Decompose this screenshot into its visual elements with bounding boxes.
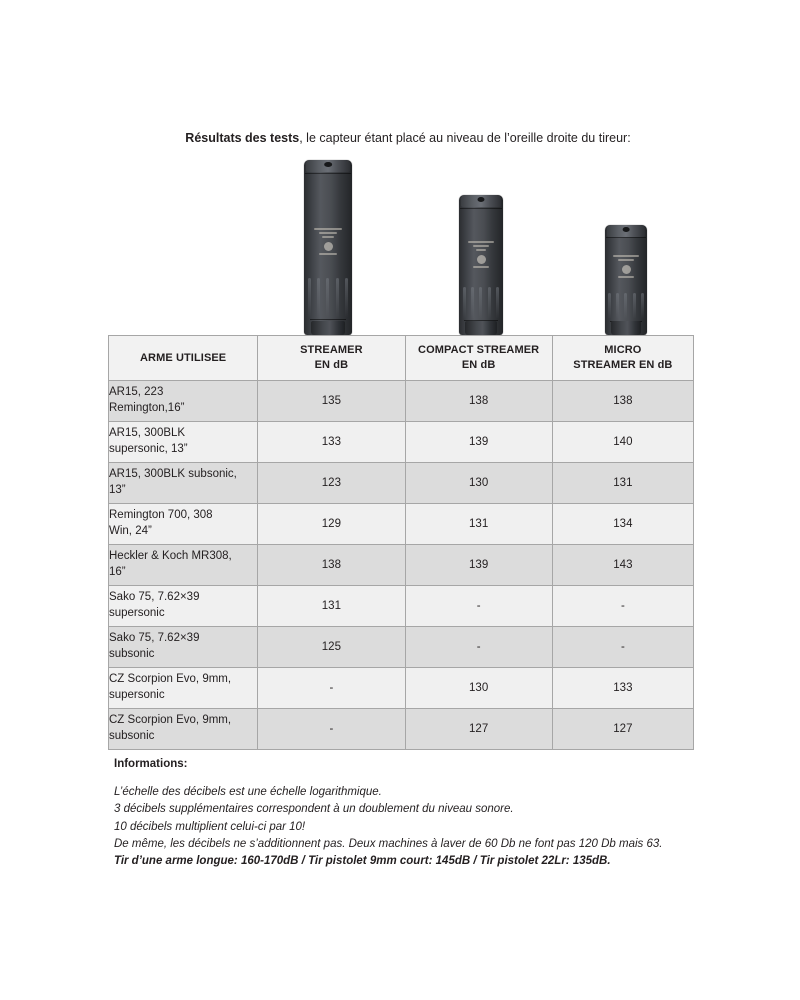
cell-micro-db: 143 xyxy=(552,545,693,586)
arme-line1: AR15, 300BLK subsonic, xyxy=(109,468,237,481)
manufacturer-logo-icon xyxy=(477,255,486,264)
informations-line: De même, les décibels ne s’additionnent pas. Deux machines à laver de 60 Db ne font pas 120 Db mais 63. xyxy=(114,837,663,850)
suppressor-cap-line xyxy=(305,173,350,174)
arme-line2: supersonic xyxy=(109,607,165,619)
engraving-line xyxy=(476,249,487,251)
suppressor-image-streamer xyxy=(304,160,352,335)
cell-arme xyxy=(109,545,258,586)
cell-streamer-db: 133 xyxy=(258,422,405,463)
column-header-line2: EN dB xyxy=(314,359,349,371)
arme-line2: subsonic xyxy=(109,730,155,742)
table-row xyxy=(109,709,694,750)
suppressor-engraving xyxy=(613,255,638,278)
table-row xyxy=(109,545,694,586)
flute xyxy=(471,287,474,319)
arme-line2: 13” xyxy=(109,484,126,496)
engraving-line xyxy=(319,232,337,234)
informations-line: L’échelle des décibels est une échelle logarithmique. xyxy=(114,786,382,798)
page-title-rest: , le capteur étant placé au niveau de l’oreille droite du tireur: xyxy=(299,131,631,145)
cell-arme xyxy=(109,381,258,422)
column-header-line2: STREAMER EN dB xyxy=(573,359,673,371)
table-row xyxy=(109,627,694,668)
suppressor-flutes xyxy=(608,293,643,319)
cell-compact-db: 139 xyxy=(405,422,552,463)
flute xyxy=(345,278,348,318)
informations-line: 10 décibels multiplient celui-ci par 10! xyxy=(114,820,306,833)
cell-compact-db: 139 xyxy=(405,545,552,586)
flute xyxy=(463,287,466,319)
column-header-arme-utilisee xyxy=(109,336,258,381)
arme-line2: subsonic xyxy=(109,648,155,660)
arme-line1: Sako 75, 7.62×39 xyxy=(109,632,200,645)
flute xyxy=(308,278,311,318)
table-header xyxy=(109,336,694,381)
flute xyxy=(616,293,619,319)
cell-micro-db: - xyxy=(552,627,693,668)
results-table xyxy=(108,335,694,750)
cell-compact-db: 127 xyxy=(405,709,552,750)
arme-line2: Win, 24” xyxy=(109,525,152,537)
cell-micro-db: 134 xyxy=(552,504,693,545)
cell-streamer-db: 131 xyxy=(258,586,405,627)
flute xyxy=(317,278,320,318)
arme-line2: supersonic xyxy=(109,689,165,701)
cell-streamer-db: 138 xyxy=(258,545,405,586)
column-header-line1: COMPACT STREAMER xyxy=(418,344,540,357)
suppressor-base-line xyxy=(310,319,347,320)
flute xyxy=(624,293,627,319)
cell-streamer-db: 123 xyxy=(258,463,405,504)
column-header-line1: STREAMER xyxy=(300,344,363,357)
arme-line2: 16” xyxy=(109,566,126,578)
suppressor-body xyxy=(605,225,647,335)
suppressor-mount xyxy=(465,321,497,335)
arme-line1: Sako 75, 7.62×39 xyxy=(109,591,200,604)
cell-micro-db: 127 xyxy=(552,709,693,750)
suppressor-bore xyxy=(623,227,630,232)
cell-compact-db: - xyxy=(405,627,552,668)
suppressor-body xyxy=(459,195,503,335)
flute xyxy=(326,278,329,318)
informations-line-bold: Tir d’une arme longue: 160-170dB / Tir pistolet 9mm court: 145dB / Tir pistolet 22Lr: 135dB. xyxy=(114,855,611,867)
engraving-line xyxy=(319,253,337,255)
cell-arme xyxy=(109,627,258,668)
cell-micro-db: 131 xyxy=(552,463,693,504)
manufacturer-logo-icon xyxy=(324,242,333,251)
cell-arme xyxy=(109,504,258,545)
suppressor-flutes xyxy=(308,278,348,318)
cell-compact-db: 131 xyxy=(405,504,552,545)
suppressor-cap-line xyxy=(606,237,646,238)
suppressor-image-micro-streamer xyxy=(605,225,647,335)
cell-micro-db: 138 xyxy=(552,381,693,422)
suppressor-mount xyxy=(611,321,641,335)
table-row xyxy=(109,381,694,422)
cell-streamer-db: 135 xyxy=(258,381,405,422)
engraving-line xyxy=(473,266,489,268)
informations-line: 3 décibels supplémentaires correspondent à un doublement du niveau sonore. xyxy=(114,803,514,816)
table-header-row xyxy=(109,336,694,381)
engraving-line xyxy=(322,236,334,238)
arme-line1: AR15, 300BLK xyxy=(109,427,186,440)
suppressor-bore xyxy=(324,162,332,167)
column-header-line1: MICRO xyxy=(604,344,642,357)
arme-line2: Remington,16” xyxy=(109,402,185,414)
cell-streamer-db: - xyxy=(258,668,405,709)
table-body xyxy=(109,381,694,750)
flute xyxy=(641,293,644,319)
cell-compact-db: - xyxy=(405,586,552,627)
page-title xyxy=(108,130,708,147)
column-header-compact-streamer xyxy=(405,336,552,381)
cell-arme xyxy=(109,586,258,627)
suppressor-image-group xyxy=(108,160,694,335)
engraving-line xyxy=(314,228,343,230)
manufacturer-logo-icon xyxy=(622,265,631,274)
engraving-line xyxy=(618,276,634,278)
cell-arme xyxy=(109,463,258,504)
cell-arme xyxy=(109,709,258,750)
flute xyxy=(336,278,339,318)
arme-line1: Heckler & Koch MR308, xyxy=(109,550,232,563)
results-table-container xyxy=(108,335,694,750)
engraving-line xyxy=(473,245,489,247)
column-header-streamer xyxy=(258,336,405,381)
table-row xyxy=(109,668,694,709)
arme-line1: Remington 700, 308 xyxy=(109,509,213,522)
informations-title: Informations: xyxy=(114,758,188,770)
flute xyxy=(608,293,611,319)
column-header-micro-streamer xyxy=(552,336,693,381)
cell-streamer-db: 129 xyxy=(258,504,405,545)
table-row xyxy=(109,586,694,627)
arme-line2: supersonic, 13” xyxy=(109,443,188,455)
cell-micro-db: - xyxy=(552,586,693,627)
suppressor-body xyxy=(304,160,352,335)
suppressor-flutes xyxy=(463,287,500,319)
suppressor-bore xyxy=(477,197,484,202)
engraving-line xyxy=(618,259,634,261)
suppressor-image-compact-streamer xyxy=(459,195,503,335)
flute xyxy=(633,293,636,319)
engraving-line xyxy=(613,255,638,257)
cell-micro-db: 133 xyxy=(552,668,693,709)
arme-line1: AR15, 223 xyxy=(109,386,164,399)
flute xyxy=(479,287,482,319)
suppressor-cap-line xyxy=(460,208,501,209)
cell-compact-db: 130 xyxy=(405,463,552,504)
cell-compact-db: 130 xyxy=(405,668,552,709)
column-header-line2: EN dB xyxy=(461,359,496,371)
cell-streamer-db: 125 xyxy=(258,627,405,668)
table-row xyxy=(109,504,694,545)
flute xyxy=(488,287,491,319)
cell-micro-db: 140 xyxy=(552,422,693,463)
column-header-line1: ARME UTILISEE xyxy=(140,351,227,364)
suppressor-mount xyxy=(311,321,346,335)
informations-section xyxy=(114,758,734,870)
flute xyxy=(496,287,499,319)
arme-line1: CZ Scorpion Evo, 9mm, xyxy=(109,673,232,686)
table-row xyxy=(109,463,694,504)
suppressor-engraving xyxy=(468,241,494,268)
page-title-bold: Résultats des tests xyxy=(185,131,300,145)
suppressor-engraving xyxy=(314,228,343,255)
arme-line1: CZ Scorpion Evo, 9mm, xyxy=(109,714,232,727)
cell-arme xyxy=(109,668,258,709)
cell-streamer-db: - xyxy=(258,709,405,750)
table-row xyxy=(109,422,694,463)
cell-compact-db: 138 xyxy=(405,381,552,422)
cell-arme xyxy=(109,422,258,463)
engraving-line xyxy=(468,241,494,243)
